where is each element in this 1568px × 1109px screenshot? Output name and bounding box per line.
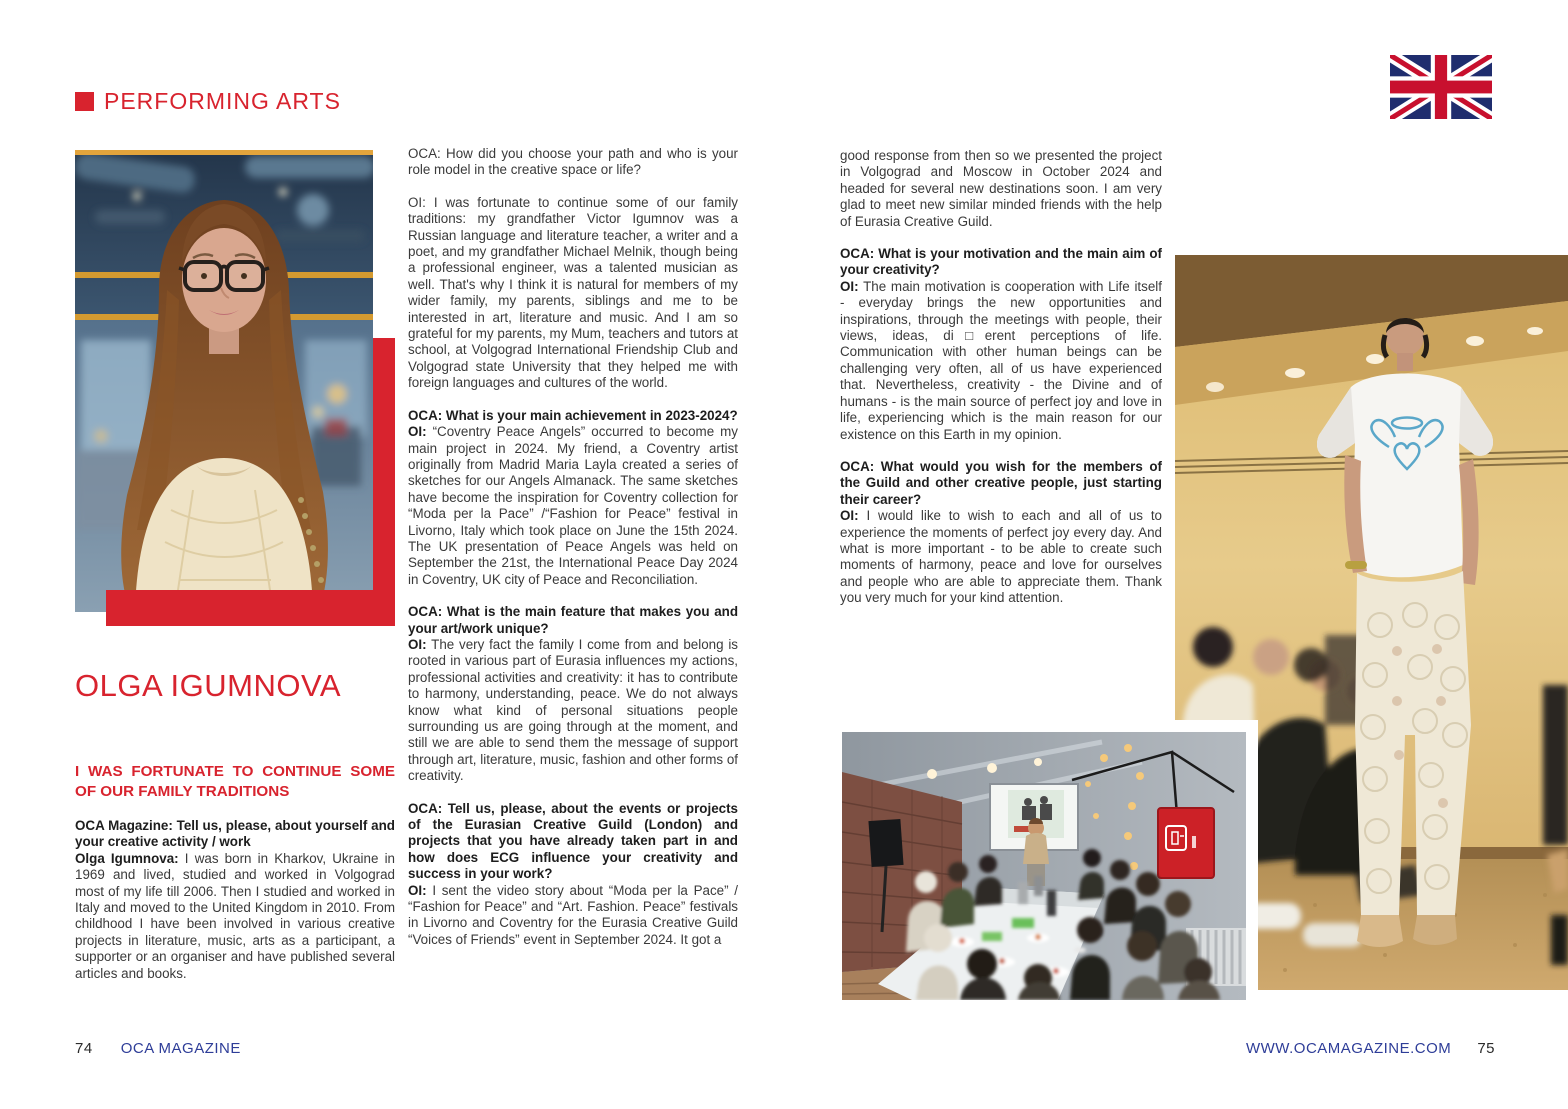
answer-label: OI: xyxy=(408,424,427,440)
magazine-url: WWW.OCAMAGAZINE.COM xyxy=(1245,1040,1452,1057)
answer xyxy=(840,508,1162,606)
question: OCA: What is your motivation and the main aim of your creativity? xyxy=(840,246,1162,278)
question: OCA: What would you wish for the members of the Guild and other creative people, just starting their career? xyxy=(840,458,1162,507)
intro-column xyxy=(75,818,395,998)
footer-right xyxy=(1246,1040,1495,1057)
answer-text: I was born in Kharkov, Ukraine in 1969 and lived, studied and worked in Volgograd most of my life till 2006. Then I studied and worked in Italy and moved to the United Kingdom in 2010. From childhood I have been involved in various creative projects in literature, music, arts as a participant, a supporter or an organiser and have published several articles and books. xyxy=(75,850,395,981)
page-number-left: 74 xyxy=(75,1040,93,1057)
answer-text: The very fact the family I come from and belong is rooted in various part of Eurasia influences my actions, professional activities and creativity: it has to contribute to harmony, understanding, peace. We do not always know what kind of personal situations people surrounding us are going through at the moment, and still we are able to send them the message of support through art, literature, music, fashion and other forms of creativity. xyxy=(408,636,738,784)
paragraph: good response from then so we presented the project in Volgograd and Moscow in October 2024 and headed for several new destinations soon. I am very glad to meet new similar minded friends with the help of Eurasia Creative Guild. xyxy=(840,148,1162,229)
answer-text: “Coventry Peace Angels” occurred to become my main project in 2024. My friend, a Coventry artist originally from Madrid Maria Layla created a series of sketches for our Angels Almanack. The same sketches have become the inspiration for Coventry collection for “Moda per la Pace” /“Fashion for Peace” festival in Livorno, Italy which took place on June the 15th 2024. The UK presentation of Peace Angels was held on September the 21st, the International Peace Day 2024 in Coventry, UK city of Peace and Reconciliation. xyxy=(408,424,738,587)
uk-flag-icon xyxy=(1390,55,1492,119)
footer-left xyxy=(75,1040,241,1057)
answer xyxy=(408,883,738,949)
page-number-right: 75 xyxy=(1477,1040,1495,1057)
question: OCA: What is your main achievement in 2023-2024? xyxy=(408,407,738,423)
answer-text: I sent the video story about “Moda per la Pace” / “Fashion for Peace” and “Art. Fashion. Peace” festivals in Livorno and Coventry for the Eurasia Creative Guild “Voices of Friends” event in September 2024. It got a xyxy=(408,882,738,947)
question: OCA: What is the main feature that makes you and your art/work unique? xyxy=(408,604,738,636)
section-header xyxy=(75,88,341,115)
red-accent-bar-horizontal xyxy=(106,590,395,626)
middle-column xyxy=(408,146,738,964)
question: OCA: Tell us, please, about the events or projects of the Eurasian Creative Guild (London) and projects that you have already taken part in and how does ECG influence your creativity and success in your work? xyxy=(408,800,738,882)
pull-quote: I WAS FORTUNATE TO CONTINUE SOME OF OUR FAMILY TRADITIONS xyxy=(75,763,395,800)
answer-label: OI: xyxy=(408,194,426,210)
answer-text: I would like to wish to each and all of us to experience the moments of perfect joy every day. And what is more important - to be able to create such moments of harmony, peace and love for ourselves and people who are able to appreciate them. Thank you very much for your kind attention. xyxy=(840,508,1162,606)
answer xyxy=(408,637,738,785)
answer xyxy=(408,424,738,588)
portrait-photo xyxy=(75,150,373,612)
answer-label: OI: xyxy=(408,636,427,652)
answer xyxy=(75,851,395,982)
answer-text: I was fortunate to continue some of our family traditions: my grandfather Victor Igumnov was a Russian language and literature teacher, a writer and a poet, and my grandfather Michael Melnik, though being a professional engineer, was a talented musician as well. That's why I think it is natural for members of my wider family, my parents, siblings and me to be interested in art, literature and music. And I am so grateful for my parents, my Mum, teachers and tutors at school, at Volgograd International Friendship Club and Volgograd state University that they helped me with foreign languages and cultures of the world. xyxy=(408,194,738,391)
answer-label: OI: xyxy=(408,882,427,898)
red-square-icon xyxy=(75,92,94,111)
interviewee-name-title: OLGA IGUMNOVA xyxy=(75,668,342,703)
guild-meeting-photo xyxy=(842,732,1246,1000)
answer-label: OI: xyxy=(840,278,859,294)
answer xyxy=(408,195,738,392)
right-column xyxy=(840,148,1162,623)
magazine-brand: OCA MAGAZINE xyxy=(120,1040,241,1057)
answer-label: OI: xyxy=(840,508,859,524)
answer xyxy=(840,279,1162,443)
question: OCA Magazine: Tell us, please, about yourself and your creative activity / work xyxy=(75,818,395,850)
answer-text: The main motivation is cooperation with Life itself - everyday brings the new opportunities and inspirations, through the meetings with people, their views, ideas, di□erent perceptions of life. Communication with other human beings can be challenging very often, all of us have experienced that. Nevertheless, creativity - the Divine and of humans - is the main source of perfect joy and love in life, experiencing which is the main reason for our existence on this Earth in my opinion. xyxy=(840,278,1162,442)
section-title: PERFORMING ARTS xyxy=(104,88,341,114)
question: OCA: How did you choose your path and who is your role model in the creative space or life? xyxy=(408,146,738,178)
answer-label: Olga Igumnova: xyxy=(75,850,179,866)
